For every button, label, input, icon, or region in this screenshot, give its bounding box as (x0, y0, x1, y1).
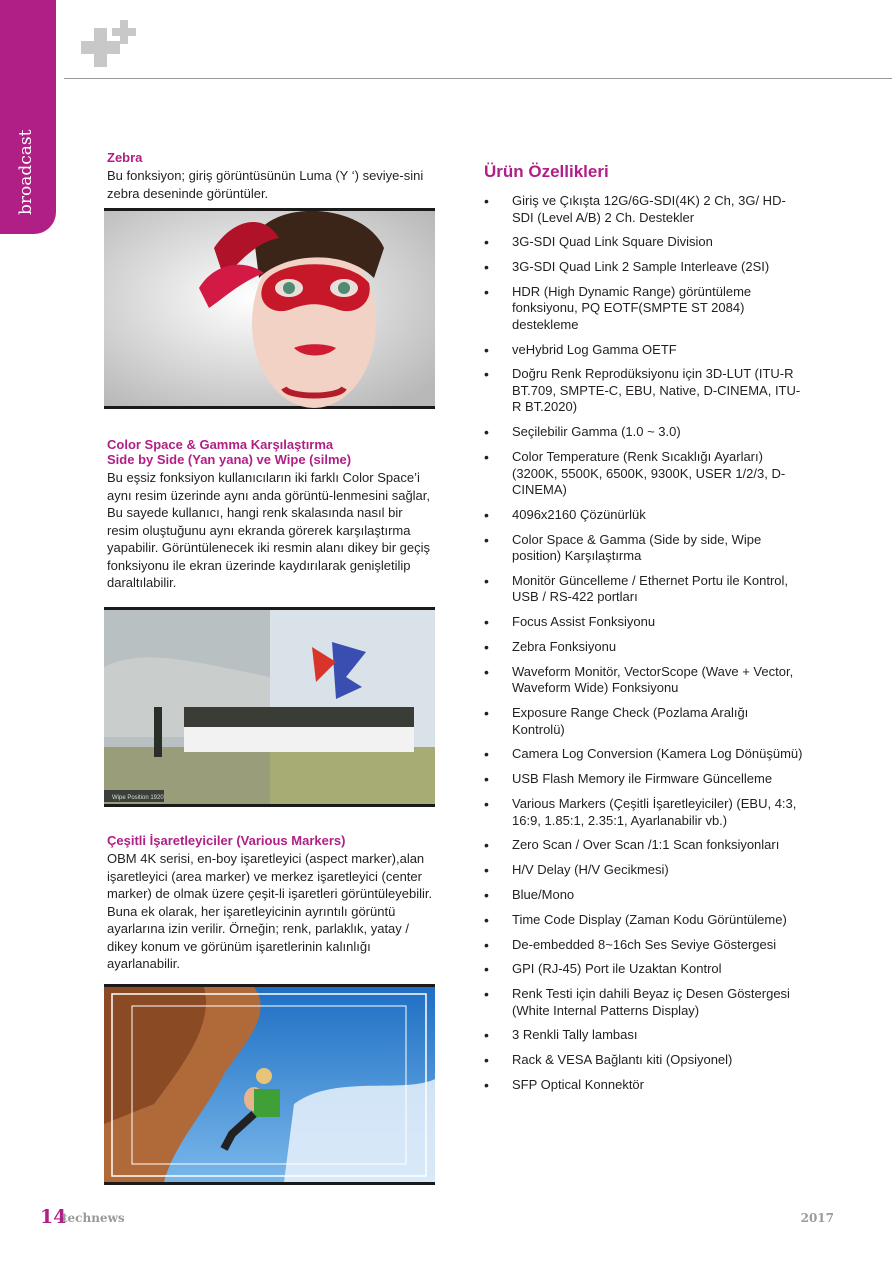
feature-item: • GPI (RJ-45) Port ile Uzaktan Kontrol (484, 961, 804, 978)
feature-item: • Zero Scan / Over Scan /1:1 Scan fonksiyonları (484, 837, 804, 854)
wipe-caption: Wipe Position 1920 (112, 795, 164, 801)
feature-item: • Exposure Range Check (Pozlama Aralığı Kontrolü) (484, 705, 804, 738)
feature-item: • H/V Delay (H/V Gecikmesi) (484, 862, 804, 879)
color-space-title-line2: Side by Side (Yan yana) ve Wipe (silme) (107, 452, 352, 467)
features-list (484, 193, 804, 1102)
feature-item: • Giriş ve Çıkışta 12G/6G-SDI(4K) 2 Ch, 3G/ HD-SDI (Level A/B) 2 Ch. Destekler (484, 193, 804, 226)
feature-item: • veHybrid Log Gamma OETF (484, 342, 804, 359)
feature-item: • Rack & VESA Bağlantı kiti (Opsiyonel) (484, 1052, 804, 1069)
features-title: Ürün Özellikleri (484, 162, 609, 181)
markers-text: OBM 4K serisi, en-boy işaretleyici (aspect marker),alan işaretleyici (area marker) ve merkez işaretleyici (center marker) de olmak üzere çeşit-li işaretleri görüntüleyebilir. Buna ek olarak, her işaretleyicinin ayrıntılı görüntü ayarlarına izin verilir. Örneğin; renk, parlaklık, yatay / dikey konum ve görünüm işaretlerinin kalınlığı ayarlanabilir. (107, 851, 433, 971)
page-number: 14 (40, 1206, 67, 1228)
zebra-image (104, 208, 435, 409)
side-tab (0, 0, 56, 234)
zebra-title: Zebra (107, 150, 143, 165)
color-space-image (104, 607, 435, 807)
feature-item: • HDR (High Dynamic Range) görüntüleme fonksiyonu, PQ EOTF(SMPTE ST 2084) destekleme (484, 284, 804, 334)
feature-item: • Focus Assist Fonksiyonu (484, 614, 804, 631)
feature-item: • Color Temperature (Renk Sıcaklığı Ayarları) (3200K, 5500K, 6500K, 9300K, USER 1/2/3, D-CINEMA) (484, 449, 804, 499)
masked-woman-illustration (104, 208, 435, 409)
feature-item: • Camera Log Conversion (Kamera Log Dönüşümü) (484, 746, 804, 763)
color-space-text: Bu eşsiz fonksiyon kullanıcıların iki farklı Color Space’i aynı resim üzerinde aynı anda görüntü-lenmesini sağlar, Bu sayede kullanıcı, hangi renk skalasında nasıl bir resim oluştuğunu aynı ekranda görerek karşılaştırma yapabilir. Görüntülenecek iki resmin alanı dikey bir geçiş fonksiyonu ile ekran üzerinde kaydırılarak genişletilip daraltılabilir. (107, 470, 431, 590)
feature-item: • Time Code Display (Zaman Kodu Görüntüleme) (484, 912, 804, 929)
feature-item: • USB Flash Memory ile Firmware Güncelleme (484, 771, 804, 788)
feature-item: • 3 Renkli Tally lambası (484, 1027, 804, 1044)
feature-item: • 3G-SDI Quad Link 2 Sample Interleave (2SI) (484, 259, 804, 276)
feature-item: • Waveform Monitör, VectorScope (Wave + Vector, Waveform Wide) Fonksiyonu (484, 664, 804, 697)
markers-title: Çeşitli İşaretleyiciler (Various Markers) (107, 833, 346, 848)
feature-item: • Seçilebilir Gamma (1.0 ~ 3.0) (484, 424, 804, 441)
header-divider (64, 78, 892, 79)
feature-item: • SFP Optical Konnektör (484, 1077, 804, 1094)
feature-item: • 3G-SDI Quad Link Square Division (484, 234, 804, 251)
markers-image (104, 984, 435, 1185)
climber-illustration (104, 984, 435, 1185)
color-space-title-line1: Color Space & Gamma Karşılaştırma (107, 437, 334, 452)
markers-section (107, 833, 437, 973)
feature-item: • Blue/Mono (484, 887, 804, 904)
feature-item: • Various Markers (Çeşitli İşaretleyiciler) (EBU, 4:3, 16:9, 1.85:1, 2.35:1, Ayarlanabilir vb.) (484, 796, 804, 829)
publication-year: 2017 (800, 1211, 834, 1225)
side-tab-label: broadcast (16, 129, 36, 215)
soldiers-wipe-illustration (104, 607, 435, 807)
plus-logo-icon (80, 16, 144, 72)
zebra-text: Bu fonksiyon; giriş görüntüsünün Luma (Y ‘) seviye-sini zebra deseninde görüntüler. (107, 168, 424, 201)
zebra-section (107, 150, 437, 202)
publication-name: technews (62, 1211, 125, 1225)
feature-item: • Doğru Renk Reprodüksiyonu için 3D-LUT (ITU-R BT.709, SMPTE-C, EBU, Native, D-CINEMA, ITU-R BT.2020) (484, 366, 804, 416)
feature-item: • Color Space & Gamma (Side by side, Wipe position) Karşılaştırma (484, 532, 804, 565)
feature-item: • Monitör Güncelleme / Ethernet Portu ile Kontrol, USB / RS-422 portları (484, 573, 804, 606)
feature-item: • De-embedded 8~16ch Ses Seviye Göstergesi (484, 937, 804, 954)
feature-item: • Renk Testi için dahili Beyaz iç Desen Göstergesi (White Internal Patterns Display) (484, 986, 804, 1019)
color-space-section (107, 437, 437, 592)
feature-item: • 4096x2160 Çözünürlük (484, 507, 804, 524)
feature-item: • Zebra Fonksiyonu (484, 639, 804, 656)
